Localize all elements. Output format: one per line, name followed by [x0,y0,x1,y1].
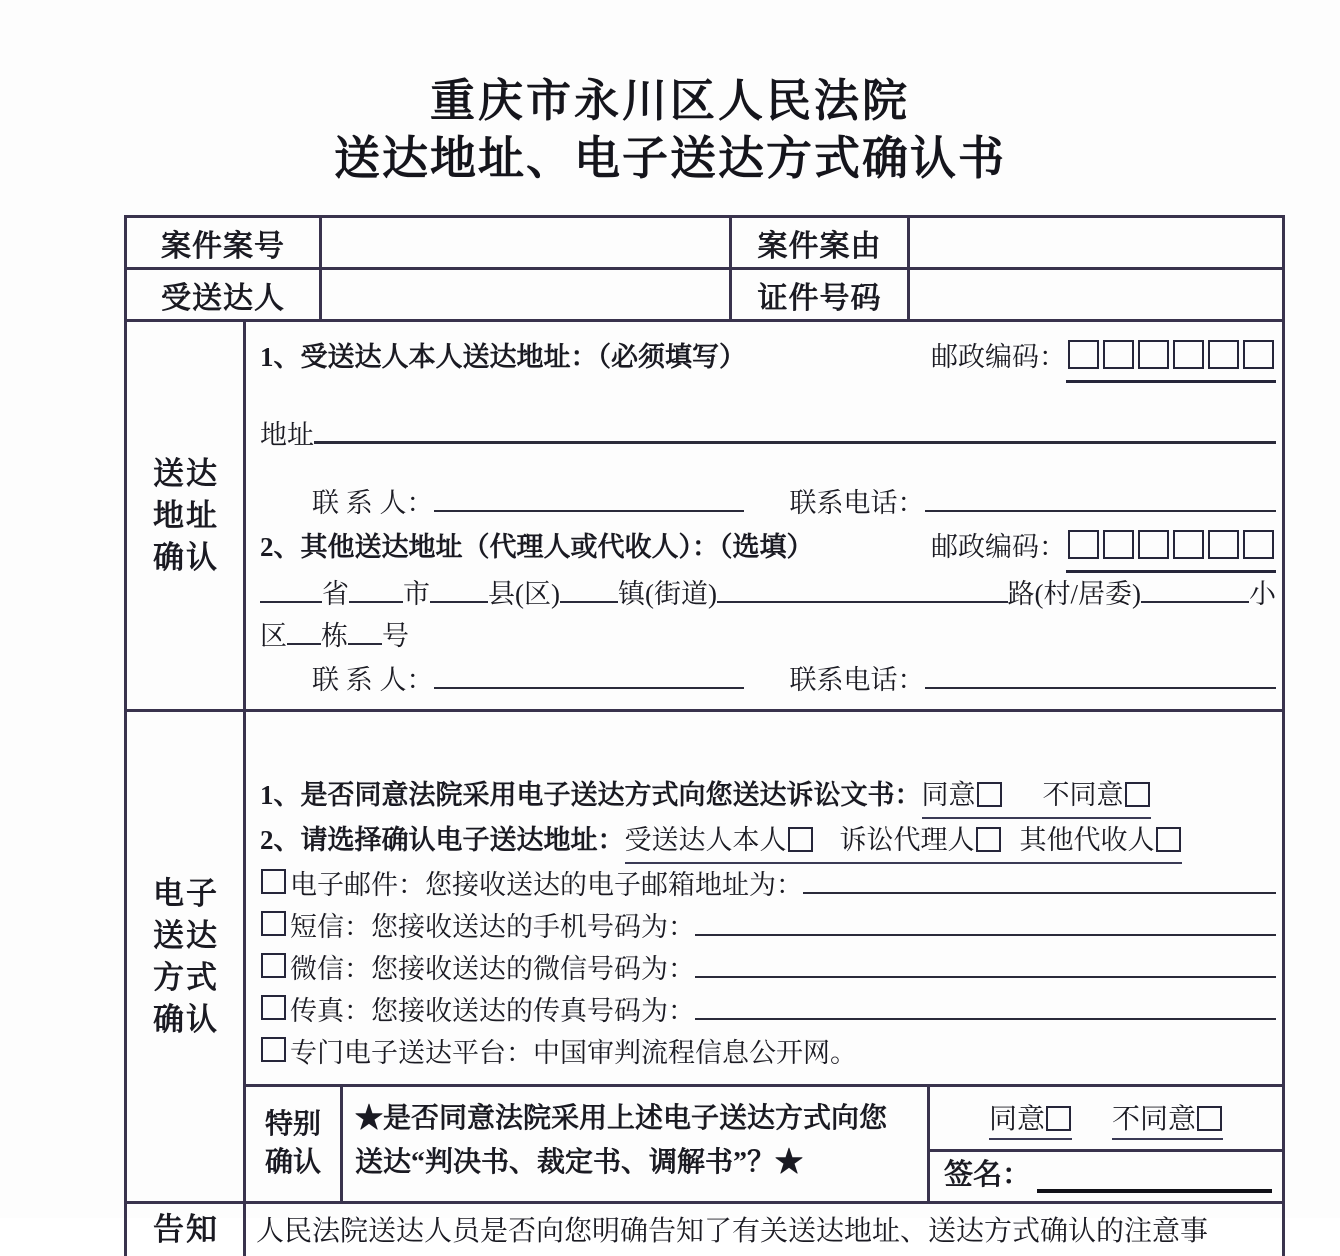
community-label: 小 [1249,579,1276,609]
special-confirmation-text [343,1087,930,1201]
postal-code-box[interactable] [1208,530,1239,559]
admin-division-line-cont [260,615,1276,657]
wechat-input[interactable] [695,948,1276,978]
electronic-question-2 [260,819,1276,864]
address-item-1-number: 1、 [260,342,301,372]
address-section-body [243,322,1282,709]
special-agree[interactable] [989,1097,1072,1140]
title-line-court: 重庆市永川区人民法院 [429,76,910,126]
label-case-number: 案件案号 [161,229,285,263]
field-case-cause[interactable] [907,218,1282,267]
field-case-number[interactable] [319,218,729,267]
channel-platform: 专门电子送达平台 ： 中国审判流程信息公开网。 [260,1032,1276,1074]
postal-code-box[interactable] [1138,530,1169,559]
contact-person-label-1: 联 系 人： [312,488,434,518]
side-label-char: 认 [186,1001,217,1037]
special-label-line2: 确认 [264,1147,321,1178]
electronic-q2-number: 2、 [260,825,301,855]
side-label-char: 确 [153,539,184,575]
side-label-char: 达 [186,455,217,491]
fax-checkbox[interactable] [261,995,286,1020]
side-label-notice [127,1204,243,1256]
side-label-char: 方 [153,959,184,995]
postal-code-boxes-1[interactable] [1066,336,1276,383]
document-title [0,72,1340,188]
postal-code-label-2: 邮政编码： [931,532,1066,562]
building-input[interactable] [287,617,321,645]
contact-person-input-2[interactable] [434,659,744,689]
sms-input[interactable] [695,906,1276,936]
channel-fax: 传真 ： 您接收送达的传真号码为： [260,990,1276,1032]
postal-code-box[interactable] [1068,340,1099,369]
electronic-q2-option-other[interactable] [1020,819,1182,864]
side-label-char: 址 [186,497,217,533]
address-item-2-text: 其他送达地址（代理人或代收人）：（选填） [300,532,814,562]
province-input[interactable] [260,575,322,603]
signature-input[interactable] [1037,1163,1272,1193]
town-label: 镇(街道) [617,579,717,609]
platform-checkbox[interactable] [261,1037,286,1062]
option-checkbox[interactable] [976,827,1001,852]
special-text-line2: 送达“判决书、裁定书、调解书”？★ [355,1147,804,1178]
agree-label: 同意 [921,780,976,810]
road-label: 路(村/居委) [1007,579,1141,609]
address-item-2-line [260,526,1276,573]
option-label: 诉讼代理人 [839,825,975,855]
wechat-text: 您接收送达的微信号码为： [371,954,695,984]
side-label-char: 电 [153,875,184,911]
contact-phone-label-2: 联系电话： [789,665,925,695]
disagree-label: 不同意 [1042,780,1124,810]
email-text: 您接收送达的电子邮箱地址为： [425,870,803,900]
county-input[interactable] [430,575,488,603]
electronic-q1-text: 是否同意法院采用电子送达方式向您送达诉讼文书： [300,780,922,810]
form-table [124,215,1285,1256]
postal-code-box[interactable] [1103,340,1134,369]
side-label-char: 认 [186,539,217,575]
wechat-checkbox[interactable] [261,953,286,978]
side-label-char: 知 [186,1212,217,1247]
special-agree-checkbox[interactable] [1046,1106,1071,1131]
field-id-number[interactable] [907,270,1282,319]
section-electronic-service [127,712,1285,1204]
contact-person-label-2: 联 系 人： [312,665,434,695]
table-row-recipient [127,270,1285,322]
side-label-char: 送 [153,455,184,491]
special-agree-label: 同意 [988,1103,1045,1135]
label-case-cause: 案件案由 [729,218,907,267]
wechat-name: 微信 [290,954,344,984]
channel-wechat: 微信 ： 您接收送达的微信号码为： [260,948,1276,990]
signature-row [930,1152,1282,1201]
field-recipient[interactable] [319,270,729,319]
sms-checkbox[interactable] [261,911,286,936]
section-address-confirmation [127,322,1285,712]
county-label: 县(区) [488,579,560,609]
contact-line-1 [260,482,1276,524]
side-label-char: 地 [153,497,184,533]
electronic-q2-text: 请选择确认电子送达地址： [300,825,625,855]
signature-label: 签名： [944,1159,1032,1191]
sms-name: 短信 [290,912,344,942]
email-name: 电子邮件 [290,870,398,900]
platform-text: 中国审判流程信息公开网。 [533,1038,857,1068]
disagree-checkbox[interactable] [1125,782,1150,807]
special-confirmation-options [930,1087,1282,1152]
unit-number-label: 号 [382,621,409,651]
table-row-case-number [127,218,1285,270]
channel-sms: 短信 ： 您接收送达的手机号码为： [260,906,1276,948]
province-label: 省 [322,579,349,609]
option-label: 其他代收人 [1019,825,1155,855]
fax-input[interactable] [695,990,1276,1020]
unit-number-input[interactable] [348,617,382,645]
contact-phone-input-1[interactable] [925,482,1277,512]
community-input[interactable] [1141,575,1249,603]
city-input[interactable] [349,575,403,603]
address-item-1-text: 受送达人本人送达地址：（必须填写） [300,342,746,372]
address-label: 地址 [260,420,314,450]
postal-code-box[interactable] [1068,530,1099,559]
electronic-q1-agree[interactable] [922,774,1003,819]
postal-code-box[interactable] [1103,530,1134,559]
special-confirmation-label [246,1087,343,1201]
option-checkbox[interactable] [788,827,813,852]
sms-text: 您接收送达的手机号码为： [371,912,695,942]
electronic-q2-option-self[interactable] [625,819,814,864]
side-label-address-confirmation [127,322,243,709]
label-recipient: 受送达人 [161,281,285,315]
fax-name: 传真 [290,996,344,1026]
town-input[interactable] [560,575,618,603]
fax-text: 您接收送达的传真号码为： [371,996,695,1026]
side-label-char: 式 [186,959,217,995]
postal-code-box[interactable] [1173,340,1204,369]
email-checkbox[interactable] [261,869,286,894]
special-disagree-checkbox[interactable] [1197,1106,1222,1131]
building-label: 栋 [321,621,348,651]
side-label-char: 达 [186,917,217,953]
special-confirmation-row [246,1084,1282,1201]
special-confirmation-answer [930,1087,1282,1201]
special-disagree[interactable] [1112,1097,1223,1140]
special-text-line1: ★是否同意法院采用上述电子送达方式向您 [355,1103,888,1134]
side-label-char: 子 [186,875,217,911]
electronic-question-1 [260,774,1276,819]
contact-phone-input-2[interactable] [925,659,1277,689]
email-input[interactable] [803,864,1276,894]
electronic-q1-number: 1、 [260,780,301,810]
special-label-line1: 特别 [264,1109,321,1140]
postal-code-boxes-2[interactable] [1066,526,1276,573]
postal-code-box[interactable] [1208,340,1239,369]
contact-person-input-1[interactable] [434,482,744,512]
side-label-char: 确 [153,1001,184,1037]
admin-division-line [260,573,1276,615]
contact-line-2 [260,659,1276,701]
option-label: 受送达人本人 [624,825,787,855]
postal-code-label-1: 邮政编码： [931,342,1066,372]
channel-email: 电子邮件 ： 您接收送达的电子邮箱地址为： [260,864,1276,906]
city-label: 市 [403,579,430,609]
title-line-form: 送达地址、电子送达方式确认书 [334,133,1006,184]
contact-phone-label-1: 联系电话： [789,488,925,518]
postal-code-box[interactable] [1138,340,1169,369]
community-cont-label: 区 [260,621,287,651]
electronic-q1-disagree[interactable] [1043,774,1151,819]
section-notice [127,1204,1285,1256]
postal-code-box[interactable] [1243,530,1274,559]
road-input[interactable] [717,575,1008,603]
side-label-char: 送 [153,917,184,953]
special-disagree-label: 不同意 [1112,1103,1197,1135]
label-id-number: 证件号码 [729,270,907,319]
side-label-electronic-service [127,712,243,1201]
postal-code-box[interactable] [1173,530,1204,559]
notice-text: 人民法院送达人员是否向您明确告知了有关送达地址、送达方式确认的注意事 [243,1204,1282,1256]
electronic-q2-option-agent[interactable] [840,819,1002,864]
option-checkbox[interactable] [1156,827,1181,852]
address-item-2-number: 2、 [260,532,301,562]
address-line-1 [260,413,1276,456]
postal-code-box[interactable] [1243,340,1274,369]
electronic-section-body [243,712,1282,1201]
agree-checkbox[interactable] [977,782,1002,807]
side-label-char: 告 [153,1212,184,1247]
address-item-1-line [260,336,1276,383]
address-input-1[interactable] [314,413,1276,444]
platform-name: 专门电子送达平台 [290,1038,506,1068]
